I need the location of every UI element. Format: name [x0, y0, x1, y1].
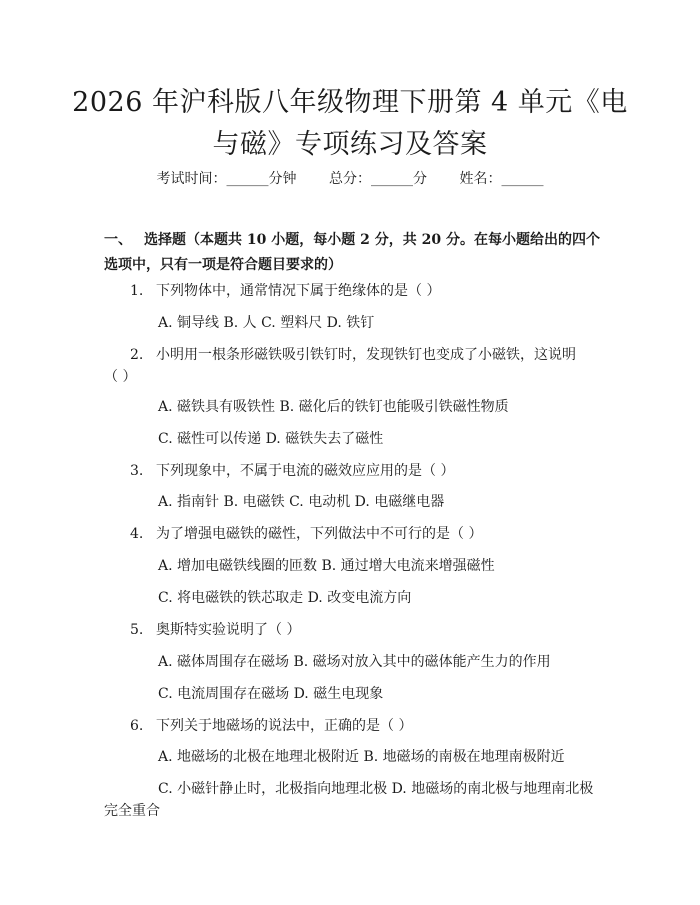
exam-total-score: 总分：______分	[329, 171, 427, 187]
document-title	[60, 82, 640, 166]
question-3	[130, 460, 454, 482]
question-1	[130, 280, 440, 302]
section-heading	[104, 228, 604, 278]
question-number: 5.	[130, 622, 144, 638]
question-3-options: A. 指南针 B. 电磁铁 C. 电动机 D. 电磁继电器	[158, 494, 445, 510]
question-5-options-2: C. 电流周围存在磁场 D. 磁生电现象	[158, 686, 384, 702]
question-2-options-1: A. 磁铁具有吸铁性 B. 磁化后的铁钉也能吸引铁磁性物质	[158, 399, 509, 415]
question-5-options-1: A. 磁体周围存在磁场 B. 磁场对放入其中的磁体能产生力的作用	[158, 654, 551, 670]
title-line-2: 与磁》专项练习及答案	[212, 129, 488, 160]
question-4-options-1: A. 增加电磁铁线圈的匝数 B. 通过增大电流来增强磁性	[158, 558, 495, 574]
question-number: 4.	[130, 526, 144, 542]
question-4-options-2: C. 将电磁铁的铁芯取走 D. 改变电流方向	[158, 590, 412, 606]
section-text: 选择题（本题共 10 小题，每小题 2 分，共 20 分。在每小题给出的四个选项中，只有一项是符合题目要求的）	[104, 232, 600, 273]
question-2-options-2: C. 磁性可以传递 D. 磁铁失去了磁性	[158, 431, 384, 447]
question-stem: 下列物体中，通常情况下属于绝缘体的是（ ）	[156, 283, 441, 299]
question-number: 6.	[130, 718, 144, 734]
title-line-1: 2026 年沪科版八年级物理下册第 4 单元《电	[72, 87, 628, 118]
question-stem: 下列关于地磁场的说法中，正确的是（ ）	[156, 718, 413, 734]
exam-info	[0, 168, 700, 188]
question-1-options: A. 铜导线 B. 人 C. 塑料尺 D. 铁钉	[158, 315, 375, 331]
question-stem: 小明用一根条形磁铁吸引铁钉时，发现铁钉也变成了小磁铁，这说明	[156, 347, 576, 363]
question-6	[130, 715, 412, 737]
section-number: 一、	[104, 232, 132, 248]
question-stem: 为了增强电磁铁的磁性，下列做法中不可行的是（ ）	[156, 526, 483, 542]
question-number: 3.	[130, 463, 144, 479]
exam-time: 考试时间：______分钟	[156, 171, 297, 187]
question-4	[130, 523, 482, 545]
question-2	[130, 344, 576, 366]
student-name: 姓名：______	[459, 171, 544, 187]
question-stem: 奥斯特实验说明了（ ）	[156, 622, 301, 638]
question-6-options-1: A. 地磁场的北极在地理北极附近 B. 地磁场的南极在地理南极附近	[158, 749, 565, 765]
question-stem: 下列现象中，不属于电流的磁效应应用的是（ ）	[156, 463, 455, 479]
question-6-options-2: C. 小磁针静止时，北极指向地理北极 D. 地磁场的南北极与地理南北极	[158, 781, 594, 797]
question-6-option-tail: 完全重合	[104, 803, 160, 819]
question-number: 2.	[130, 347, 144, 363]
question-5	[130, 619, 300, 641]
question-2-stem-tail: （ ）	[104, 369, 137, 385]
question-number: 1.	[130, 283, 144, 299]
